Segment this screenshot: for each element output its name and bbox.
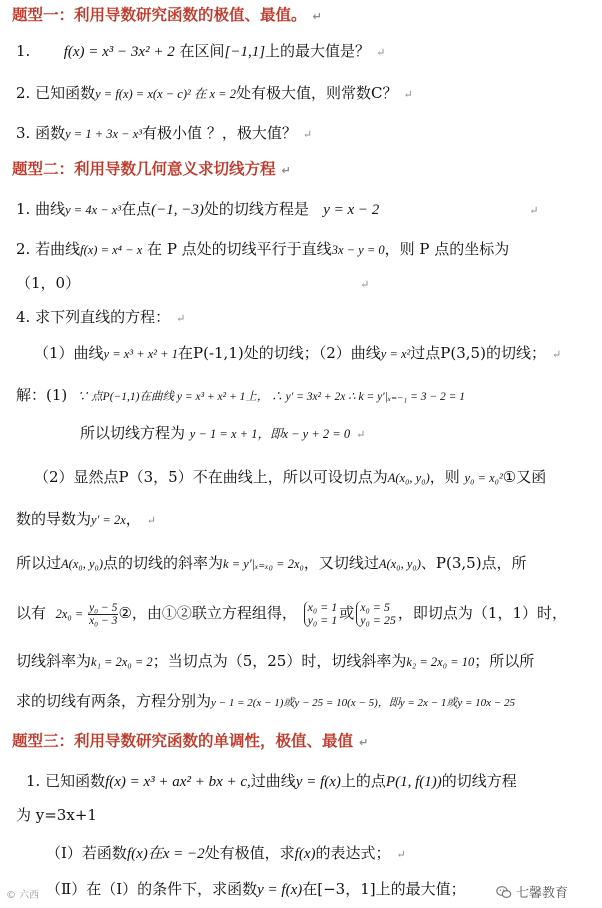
solution-2-line-5: 切线斜率为k₁ = 2x₀ = 2；当切点为（5，25）时，切线斜率为k₂ = 2x₀ = 10；所以所 <box>16 652 535 670</box>
solution-system-2: x₀ = 5 y₀ = 25 <box>356 601 396 627</box>
problem-1-1: 1. f(x) = x³ − 3x² + 2 在区间[−1,1]上的最大值是？ ↵ <box>16 42 386 60</box>
solution-2-line-4: 以有 2x₀ = $\frac{\text{y₀ − 5}}{\text{x₀ − 3}}$ ②，由①②联立方程组得， x₀ = 1 y₀ = 1 或 x₀ = 5 y₀ = 25 ，即切点为（1，1）时， <box>16 600 567 627</box>
problem-2-4-parts: （1）曲线y = x³ + x² + 1在P(-1,1)处的切线；（2）曲线y = x²过点P(3,5)的切线； ↵ <box>34 344 562 362</box>
solution-2-line-6: 求的切线有两条，方程分别为y − 1 = 2(x − 1)或y − 25 = 10(x − 5)，即y = 2x − 1或y = 10x − 25 <box>16 692 515 710</box>
solution-1: 解：(1) ∵ 点P(−1,1)在曲线 y = x³ + x² + 1上， ∴ y′ = 3x² + 2x ∴ k = y′|ₓ₌₋₁ = 3 − 2 = 1 <box>16 386 466 404</box>
problem-1-2: 2. 已知函数y = f(x) = x(x − c)² 在 x = 2处有极大值，则常数C？ ↵ <box>16 84 413 102</box>
wechat-icon <box>496 884 512 900</box>
problem-2-4: 4. 求下列直线的方程： ↵ <box>16 308 186 326</box>
watermark-brand: 七馨教育 <box>516 886 569 901</box>
problem-2-2: 2. 若曲线f(x) = x⁴ − x 在 P 点处的切线平行于直线3x − y = 0，则 P 点的坐标为 <box>16 240 510 258</box>
problem-3-1: 1. 已知函数f(x) = x³ + ax² + bx + c,过曲线y = f(x)上的点P(1, f(1))的切线方程 <box>26 772 517 790</box>
problem-2-2-answer: （1，0） ↵ <box>16 274 370 292</box>
problem-3-1-part-1: （Ⅰ）若函数f(x)在x = −2处有极值，求f(x)的表达式； ↵ <box>46 844 406 862</box>
problem-2-1: 1. 曲线y = 4x − x³在点(−1, −3)处的切线方程是 y = x − 2 ↵ <box>16 200 539 218</box>
slope-fraction: $\frac{\text{y₀ − 5}}{\text{x₀ − 3}}$ <box>89 601 118 627</box>
solution-system-1: x₀ = 1 y₀ = 1 <box>304 601 338 627</box>
problem-3-1-part-2: （Ⅱ）在（Ⅰ）的条件下，求函数y = f(x)在[−3，1]上的最大值； <box>46 880 466 898</box>
solution-2-line-3: 所以过A(x₀, y₀)点的切线的斜率为k = y′|ₓ₌ₓ₀ = 2x₀，又切线过A(x₀, y₀)、P(3,5)点，所 <box>16 554 527 572</box>
problem-1-3: 3. 函数y = 1 + 3x − x³有极小值 ？，极大值？ ↵ <box>16 124 313 142</box>
problem-3-1-cont: 为 y=3x+1 <box>16 806 97 824</box>
section-heading-3: 题型三：利用导数研究函数的单调性，极值、最值 ↵ <box>12 732 369 750</box>
solution-1-result: 所以切线方程为 y − 1 = x + 1，即x − y + 2 = 0 ↵ <box>80 424 366 442</box>
section-heading-1: 题型一：利用导数研究函数的极值、最值。 ↵ <box>12 6 322 24</box>
watermark-left: © 六西 <box>6 890 40 901</box>
solution-2-line-1: （2）显然点P（3，5）不在曲线上，所以可设切点为A(x₀, y₀)，则 y₀ = x₀²①又函 <box>34 468 547 486</box>
watermark-right <box>496 882 568 901</box>
solution-2-line-2: 数的导数为y′ = 2x， ↵ <box>16 510 157 528</box>
section-heading-2: 题型二：利用导数几何意义求切线方程 ↵ <box>12 160 291 178</box>
